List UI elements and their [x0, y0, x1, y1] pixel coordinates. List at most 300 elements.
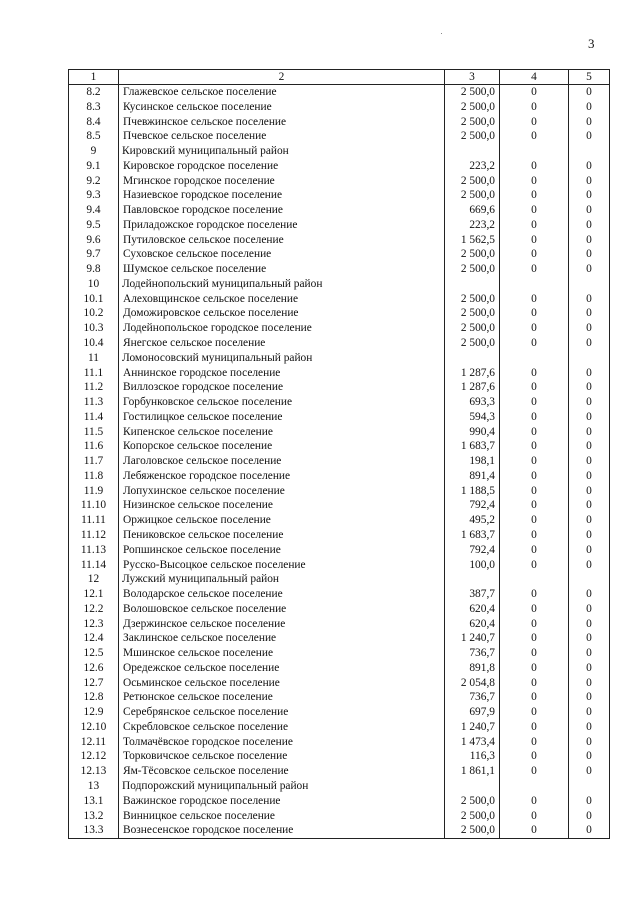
row-name-cell: Серебрянское сельское поселение — [119, 705, 445, 720]
row-value-4-cell: 0 — [500, 543, 569, 558]
row-value-3-cell: 1 240,7 — [445, 631, 500, 646]
row-name-cell: Важинское городское поселение — [119, 794, 445, 809]
row-name-cell: Кусинское сельское поселение — [119, 100, 445, 115]
table-row — [69, 528, 610, 543]
row-value-3-cell: 223,2 — [445, 218, 500, 233]
row-number-cell: 11.10 — [69, 498, 119, 513]
row-value-4-cell: 0 — [500, 233, 569, 248]
row-value-5-cell: 0 — [569, 794, 610, 809]
row-value-3-cell: 223,2 — [445, 159, 500, 174]
row-value-5-cell: 0 — [569, 823, 610, 838]
row-name-cell: Шумское сельское поселение — [119, 262, 445, 277]
table-row — [69, 439, 610, 454]
row-value-5-cell — [569, 779, 610, 794]
row-value-5-cell: 0 — [569, 218, 610, 233]
table-row — [69, 602, 610, 617]
table-row — [69, 129, 610, 144]
row-value-5-cell: 0 — [569, 85, 610, 100]
row-name-cell: Путиловское сельское поселение — [119, 233, 445, 248]
row-value-4-cell: 0 — [500, 735, 569, 750]
table-row — [69, 749, 610, 764]
row-number-cell: 9.2 — [69, 174, 119, 189]
row-value-5-cell: 0 — [569, 188, 610, 203]
row-number-cell: 12.6 — [69, 661, 119, 676]
row-value-5-cell: 0 — [569, 705, 610, 720]
table-row — [69, 292, 610, 307]
row-name-cell: Назиевское городское поселение — [119, 188, 445, 203]
row-value-4-cell: 0 — [500, 513, 569, 528]
row-name-cell: Русско-Высоцкое сельское поселение — [119, 558, 445, 573]
page-number: 3 — [588, 36, 595, 51]
row-name-cell: Лодейнопольский муниципальный район — [119, 277, 445, 292]
row-value-5-cell: 0 — [569, 484, 610, 499]
row-number-cell: 11.5 — [69, 425, 119, 440]
row-name-cell: Осьминское сельское поселение — [119, 676, 445, 691]
row-value-4-cell: 0 — [500, 690, 569, 705]
row-value-5-cell: 0 — [569, 587, 610, 602]
row-value-4-cell: 0 — [500, 484, 569, 499]
row-value-3-cell — [445, 277, 500, 292]
row-value-3-cell: 1 683,7 — [445, 439, 500, 454]
row-value-5-cell: 0 — [569, 336, 610, 351]
row-value-5-cell: 0 — [569, 129, 610, 144]
row-number-cell: 12.1 — [69, 587, 119, 602]
row-name-cell: Лужский муниципальный район — [119, 572, 445, 587]
table-row — [69, 498, 610, 513]
row-number-cell: 9.6 — [69, 233, 119, 248]
row-number-cell: 11.4 — [69, 410, 119, 425]
row-value-4-cell: 0 — [500, 617, 569, 632]
row-number-cell: 11.9 — [69, 484, 119, 499]
row-name-cell: Володарское сельское поселение — [119, 587, 445, 602]
table-row — [69, 203, 610, 218]
row-value-5-cell: 0 — [569, 661, 610, 676]
column-header-row — [69, 70, 610, 85]
row-value-4-cell: 0 — [500, 764, 569, 779]
row-number-cell: 13.1 — [69, 794, 119, 809]
row-value-5-cell: 0 — [569, 380, 610, 395]
row-name-cell: Лодейнопольское городское поселение — [119, 321, 445, 336]
row-value-4-cell: 0 — [500, 749, 569, 764]
row-value-3-cell: 198,1 — [445, 454, 500, 469]
row-value-4-cell: 0 — [500, 115, 569, 130]
row-number-cell: 8.2 — [69, 85, 119, 100]
table-row — [69, 484, 610, 499]
row-value-4-cell: 0 — [500, 602, 569, 617]
row-value-4-cell: 0 — [500, 247, 569, 262]
row-value-3-cell: 1 861,1 — [445, 764, 500, 779]
row-name-cell: Волошовское сельское поселение — [119, 602, 445, 617]
row-value-5-cell: 0 — [569, 292, 610, 307]
table-row — [69, 646, 610, 661]
row-value-5-cell: 0 — [569, 159, 610, 174]
row-value-3-cell: 495,2 — [445, 513, 500, 528]
table-row — [69, 85, 610, 100]
row-value-5-cell: 0 — [569, 321, 610, 336]
row-number-cell: 13 — [69, 779, 119, 794]
row-value-4-cell — [500, 144, 569, 159]
row-value-3-cell: 2 500,0 — [445, 262, 500, 277]
table-row — [69, 233, 610, 248]
table-row — [69, 380, 610, 395]
row-value-4-cell: 0 — [500, 720, 569, 735]
row-name-cell: Приладожское городское поселение — [119, 218, 445, 233]
column-header-value-4: 4 — [500, 70, 569, 85]
row-value-4-cell: 0 — [500, 292, 569, 307]
row-name-cell: Глажевское сельское поселение — [119, 85, 445, 100]
row-value-3-cell: 736,7 — [445, 690, 500, 705]
row-value-3-cell: 2 500,0 — [445, 794, 500, 809]
row-value-3-cell: 2 500,0 — [445, 100, 500, 115]
row-value-3-cell: 594,3 — [445, 410, 500, 425]
row-value-3-cell: 2 500,0 — [445, 247, 500, 262]
row-value-3-cell: 1 240,7 — [445, 720, 500, 735]
row-value-3-cell: 669,6 — [445, 203, 500, 218]
row-number-cell: 12.3 — [69, 617, 119, 632]
row-number-cell: 13.2 — [69, 809, 119, 824]
row-name-cell: Толмачёвское городское поселение — [119, 735, 445, 750]
row-value-5-cell: 0 — [569, 558, 610, 573]
row-number-cell: 11.7 — [69, 454, 119, 469]
row-value-3-cell: 2 500,0 — [445, 115, 500, 130]
row-value-5-cell: 0 — [569, 513, 610, 528]
scan-mark — [441, 33, 442, 34]
table-row — [69, 631, 610, 646]
row-number-cell: 12.12 — [69, 749, 119, 764]
row-value-4-cell: 0 — [500, 203, 569, 218]
row-value-3-cell: 100,0 — [445, 558, 500, 573]
row-value-4-cell — [500, 779, 569, 794]
row-name-cell: Ям-Тёсовское сельское поселение — [119, 764, 445, 779]
row-name-cell: Гостилицкое сельское поселение — [119, 410, 445, 425]
row-value-4-cell: 0 — [500, 306, 569, 321]
row-value-4-cell: 0 — [500, 100, 569, 115]
column-header-name: 2 — [119, 70, 445, 85]
row-number-cell: 13.3 — [69, 823, 119, 838]
row-value-3-cell: 2 500,0 — [445, 321, 500, 336]
row-name-cell: Лаголовское сельское поселение — [119, 454, 445, 469]
row-value-4-cell: 0 — [500, 410, 569, 425]
table-row — [69, 823, 610, 838]
table-row — [69, 513, 610, 528]
row-value-3-cell: 990,4 — [445, 425, 500, 440]
row-value-4-cell: 0 — [500, 188, 569, 203]
row-number-cell: 12.11 — [69, 735, 119, 750]
table-row — [69, 100, 610, 115]
row-number-cell: 11 — [69, 351, 119, 366]
row-value-3-cell — [445, 351, 500, 366]
row-value-4-cell: 0 — [500, 174, 569, 189]
row-value-4-cell: 0 — [500, 380, 569, 395]
row-number-cell: 10.2 — [69, 306, 119, 321]
row-number-cell: 8.3 — [69, 100, 119, 115]
row-value-5-cell: 0 — [569, 233, 610, 248]
row-value-3-cell: 1 188,5 — [445, 484, 500, 499]
row-value-5-cell: 0 — [569, 617, 610, 632]
row-value-5-cell: 0 — [569, 306, 610, 321]
row-number-cell: 12.5 — [69, 646, 119, 661]
row-value-3-cell — [445, 144, 500, 159]
row-value-3-cell: 1 473,4 — [445, 735, 500, 750]
row-value-3-cell: 736,7 — [445, 646, 500, 661]
row-name-cell: Лебяженское городское поселение — [119, 469, 445, 484]
row-name-cell: Оржицкое сельское поселение — [119, 513, 445, 528]
row-number-cell: 9 — [69, 144, 119, 159]
row-value-3-cell: 891,8 — [445, 661, 500, 676]
row-value-3-cell: 891,4 — [445, 469, 500, 484]
row-value-4-cell: 0 — [500, 454, 569, 469]
table-row — [69, 661, 610, 676]
row-value-3-cell — [445, 779, 500, 794]
row-value-3-cell: 792,4 — [445, 543, 500, 558]
row-name-cell: Мшинское сельское поселение — [119, 646, 445, 661]
row-value-5-cell: 0 — [569, 469, 610, 484]
row-name-cell: Пениковское сельское поселение — [119, 528, 445, 543]
row-value-4-cell: 0 — [500, 823, 569, 838]
row-number-cell: 11.12 — [69, 528, 119, 543]
row-number-cell: 11.11 — [69, 513, 119, 528]
row-name-cell: Ломоносовский муниципальный район — [119, 351, 445, 366]
row-name-cell: Янегское сельское поселение — [119, 336, 445, 351]
row-value-3-cell: 693,3 — [445, 395, 500, 410]
table-row — [69, 218, 610, 233]
table-row — [69, 262, 610, 277]
row-value-5-cell: 0 — [569, 646, 610, 661]
row-value-5-cell: 0 — [569, 439, 610, 454]
row-value-4-cell: 0 — [500, 366, 569, 381]
row-number-cell: 11.6 — [69, 439, 119, 454]
table-row — [69, 115, 610, 130]
row-value-4-cell: 0 — [500, 425, 569, 440]
row-number-cell: 12.13 — [69, 764, 119, 779]
table-row — [69, 794, 610, 809]
row-value-3-cell: 387,7 — [445, 587, 500, 602]
row-number-cell: 11.2 — [69, 380, 119, 395]
row-value-5-cell: 0 — [569, 676, 610, 691]
column-header-value-3: 3 — [445, 70, 500, 85]
column-header-number: 1 — [69, 70, 119, 85]
row-value-4-cell: 0 — [500, 395, 569, 410]
table-row — [69, 558, 610, 573]
row-value-5-cell: 0 — [569, 528, 610, 543]
row-name-cell: Пчевское сельское поселение — [119, 129, 445, 144]
district-row — [69, 277, 610, 292]
row-value-3-cell: 116,3 — [445, 749, 500, 764]
row-name-cell: Ретюнское сельское поселение — [119, 690, 445, 705]
row-name-cell: Лопухинское сельское поселение — [119, 484, 445, 499]
row-value-5-cell: 0 — [569, 602, 610, 617]
row-number-cell: 11.1 — [69, 366, 119, 381]
row-value-5-cell: 0 — [569, 720, 610, 735]
row-number-cell: 9.8 — [69, 262, 119, 277]
row-value-5-cell: 0 — [569, 690, 610, 705]
row-value-4-cell: 0 — [500, 498, 569, 513]
row-name-cell: Кировское городское поселение — [119, 159, 445, 174]
row-value-5-cell — [569, 351, 610, 366]
row-value-5-cell: 0 — [569, 809, 610, 824]
table-row — [69, 690, 610, 705]
row-value-5-cell: 0 — [569, 100, 610, 115]
row-value-4-cell: 0 — [500, 321, 569, 336]
row-value-5-cell: 0 — [569, 410, 610, 425]
row-name-cell: Суховское сельское поселение — [119, 247, 445, 262]
row-value-5-cell: 0 — [569, 174, 610, 189]
row-number-cell: 11.8 — [69, 469, 119, 484]
table-row — [69, 306, 610, 321]
column-header-value-5: 5 — [569, 70, 610, 85]
table-body — [69, 70, 610, 839]
row-value-5-cell: 0 — [569, 498, 610, 513]
row-value-3-cell: 2 054,8 — [445, 676, 500, 691]
row-name-cell: Оредежское сельское поселение — [119, 661, 445, 676]
row-value-3-cell: 1 683,7 — [445, 528, 500, 543]
row-value-4-cell: 0 — [500, 439, 569, 454]
row-number-cell: 10.1 — [69, 292, 119, 307]
district-row — [69, 779, 610, 794]
row-number-cell: 8.5 — [69, 129, 119, 144]
table-row — [69, 247, 610, 262]
row-name-cell: Аннинское городское поселение — [119, 366, 445, 381]
table-row — [69, 809, 610, 824]
row-number-cell: 10 — [69, 277, 119, 292]
table-row — [69, 425, 610, 440]
row-name-cell: Виллозское городское поселение — [119, 380, 445, 395]
row-value-5-cell: 0 — [569, 395, 610, 410]
row-value-5-cell — [569, 277, 610, 292]
row-number-cell: 9.1 — [69, 159, 119, 174]
row-name-cell: Винницкое сельское поселение — [119, 809, 445, 824]
row-value-3-cell: 2 500,0 — [445, 85, 500, 100]
row-number-cell: 12 — [69, 572, 119, 587]
table-row — [69, 705, 610, 720]
row-value-5-cell: 0 — [569, 543, 610, 558]
row-value-3-cell: 2 500,0 — [445, 336, 500, 351]
row-name-cell: Дзержинское сельское поселение — [119, 617, 445, 632]
row-value-5-cell: 0 — [569, 115, 610, 130]
row-name-cell: Подпорожский муниципальный район — [119, 779, 445, 794]
row-value-5-cell: 0 — [569, 631, 610, 646]
allocation-table — [68, 69, 610, 839]
row-value-3-cell: 2 500,0 — [445, 292, 500, 307]
row-value-5-cell: 0 — [569, 764, 610, 779]
row-value-4-cell: 0 — [500, 794, 569, 809]
table-row — [69, 410, 610, 425]
row-value-4-cell: 0 — [500, 159, 569, 174]
row-name-cell: Пчевжинское сельское поселение — [119, 115, 445, 130]
row-number-cell: 9.5 — [69, 218, 119, 233]
row-value-4-cell: 0 — [500, 705, 569, 720]
table-row — [69, 159, 610, 174]
row-value-4-cell: 0 — [500, 129, 569, 144]
row-value-5-cell: 0 — [569, 425, 610, 440]
row-value-3-cell: 2 500,0 — [445, 129, 500, 144]
row-value-3-cell: 697,9 — [445, 705, 500, 720]
row-value-4-cell — [500, 572, 569, 587]
row-value-4-cell — [500, 351, 569, 366]
table-row — [69, 735, 610, 750]
row-number-cell: 11.14 — [69, 558, 119, 573]
row-number-cell: 11.13 — [69, 543, 119, 558]
row-value-3-cell: 2 500,0 — [445, 306, 500, 321]
table-row — [69, 366, 610, 381]
table-row — [69, 676, 610, 691]
row-value-4-cell: 0 — [500, 631, 569, 646]
row-number-cell: 12.7 — [69, 676, 119, 691]
row-value-4-cell: 0 — [500, 661, 569, 676]
row-value-4-cell — [500, 277, 569, 292]
row-value-3-cell: 2 500,0 — [445, 809, 500, 824]
row-value-4-cell: 0 — [500, 218, 569, 233]
row-value-3-cell: 620,4 — [445, 617, 500, 632]
row-value-3-cell: 620,4 — [445, 602, 500, 617]
row-value-4-cell: 0 — [500, 336, 569, 351]
row-value-4-cell: 0 — [500, 262, 569, 277]
row-value-5-cell: 0 — [569, 366, 610, 381]
row-value-3-cell: 1 287,6 — [445, 380, 500, 395]
row-value-3-cell: 2 500,0 — [445, 823, 500, 838]
row-value-5-cell: 0 — [569, 735, 610, 750]
row-number-cell: 10.4 — [69, 336, 119, 351]
district-row — [69, 572, 610, 587]
table-row — [69, 543, 610, 558]
district-row — [69, 144, 610, 159]
row-name-cell: Кировский муниципальный район — [119, 144, 445, 159]
row-value-5-cell: 0 — [569, 454, 610, 469]
district-row — [69, 351, 610, 366]
row-value-5-cell: 0 — [569, 749, 610, 764]
row-value-4-cell: 0 — [500, 809, 569, 824]
table-row — [69, 188, 610, 203]
table-row — [69, 720, 610, 735]
row-value-3-cell: 2 500,0 — [445, 188, 500, 203]
row-name-cell: Копорское сельское поселение — [119, 439, 445, 454]
row-number-cell: 9.4 — [69, 203, 119, 218]
row-value-5-cell: 0 — [569, 247, 610, 262]
table-row — [69, 395, 610, 410]
row-value-3-cell: 1 287,6 — [445, 366, 500, 381]
table-row — [69, 321, 610, 336]
row-name-cell: Торковичское сельское поселение — [119, 749, 445, 764]
row-value-4-cell: 0 — [500, 85, 569, 100]
row-number-cell: 12.2 — [69, 602, 119, 617]
row-number-cell: 12.4 — [69, 631, 119, 646]
table-row — [69, 469, 610, 484]
row-value-4-cell: 0 — [500, 676, 569, 691]
row-value-5-cell — [569, 572, 610, 587]
row-number-cell: 8.4 — [69, 115, 119, 130]
table-row — [69, 764, 610, 779]
row-value-3-cell: 792,4 — [445, 498, 500, 513]
row-value-4-cell: 0 — [500, 469, 569, 484]
table-row — [69, 454, 610, 469]
row-number-cell: 12.10 — [69, 720, 119, 735]
row-value-5-cell: 0 — [569, 262, 610, 277]
row-name-cell: Алеховщинское сельское поселение — [119, 292, 445, 307]
row-name-cell: Скребловское сельское поселение — [119, 720, 445, 735]
row-name-cell: Вознесенское городское поселение — [119, 823, 445, 838]
row-name-cell: Доможировское сельское поселение — [119, 306, 445, 321]
row-name-cell: Заклинское сельское поселение — [119, 631, 445, 646]
row-name-cell: Горбунковское сельское поселение — [119, 395, 445, 410]
table-row — [69, 336, 610, 351]
row-value-4-cell: 0 — [500, 528, 569, 543]
row-name-cell: Мгинское городское поселение — [119, 174, 445, 189]
row-number-cell: 9.3 — [69, 188, 119, 203]
row-value-5-cell — [569, 144, 610, 159]
row-value-4-cell: 0 — [500, 646, 569, 661]
row-number-cell: 12.8 — [69, 690, 119, 705]
row-number-cell: 10.3 — [69, 321, 119, 336]
